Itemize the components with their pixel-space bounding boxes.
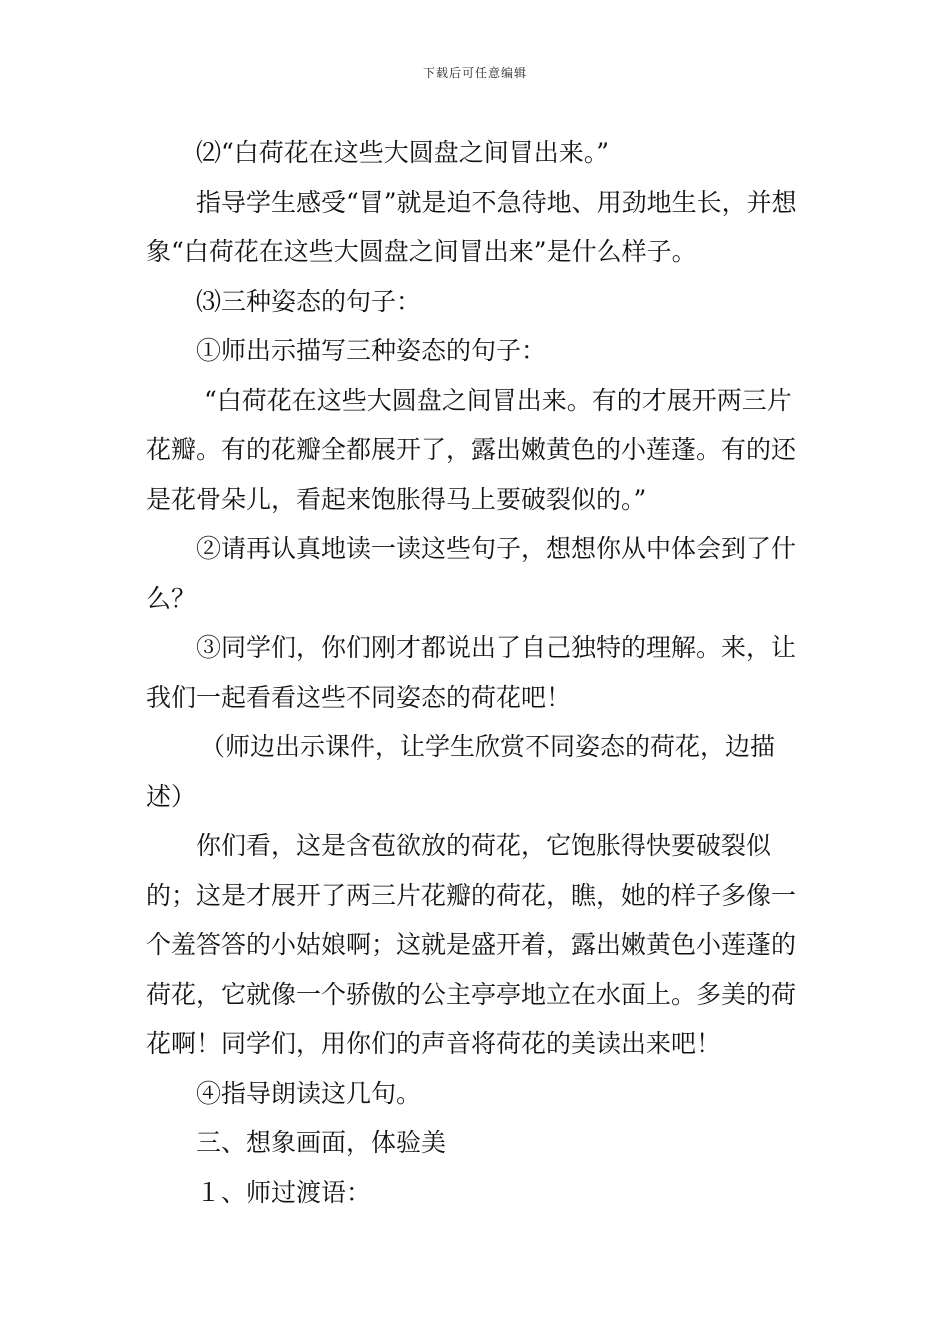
paragraph-2: 指导学生感受“冒”就是迫不急待地、用劲地生长，并想象“白荷花在这些大圆盘之间冒出来”是什么样子。 [146, 187, 797, 266]
paragraph-9: 你们看，这是含苞欲放的荷花，它饱胀得快要破裂似的；这是才展开了两三片花瓣的荷花，瞧，她的样子多像一个羞答答的小姑娘啊；这就是盛开着，露出嫩黄色小莲蓬的荷花，它就像一个骄傲的公主亭亭地立在水面上。多美的荷花啊！同学们，用你们的声音将荷花的美读出来吧！ [146, 831, 797, 1058]
section-heading: 三、想象画面，体验美 [196, 1128, 447, 1157]
paragraph-10: ④指导朗读这几句。 [196, 1078, 422, 1108]
paragraph-6: ②请再认真地读一读这些句子，想想你从中体会到了什么？ [146, 534, 797, 613]
paragraph-12: １、师过渡语： [196, 1177, 372, 1207]
paragraph-1: ⑵“白荷花在这些大圆盘之间冒出来。” [196, 138, 610, 167]
document-body [146, 128, 810, 1217]
paragraph-8: （师边出示课件，让学生欣赏不同姿态的荷花，边描述） [146, 732, 776, 811]
paragraph-5: “白荷花在这些大圆盘之间冒出来。有的才展开两三片花瓣。有的花瓣全都展开了，露出嫩黄色的小莲蓬。有的还是花骨朵儿，看起来饱胀得马上要破裂似的。” [146, 385, 797, 514]
paragraph-4: ①师出示描写三种姿态的句子： [196, 336, 547, 365]
page-header-note: 下载后可任意编辑 [422, 66, 527, 80]
paragraph-3: ⑶三种姿态的句子： [196, 286, 422, 316]
paragraph-7: ③同学们，你们刚才都说出了自己独特的理解。来，让我们一起看看这些不同姿态的荷花吧！ [146, 633, 797, 712]
